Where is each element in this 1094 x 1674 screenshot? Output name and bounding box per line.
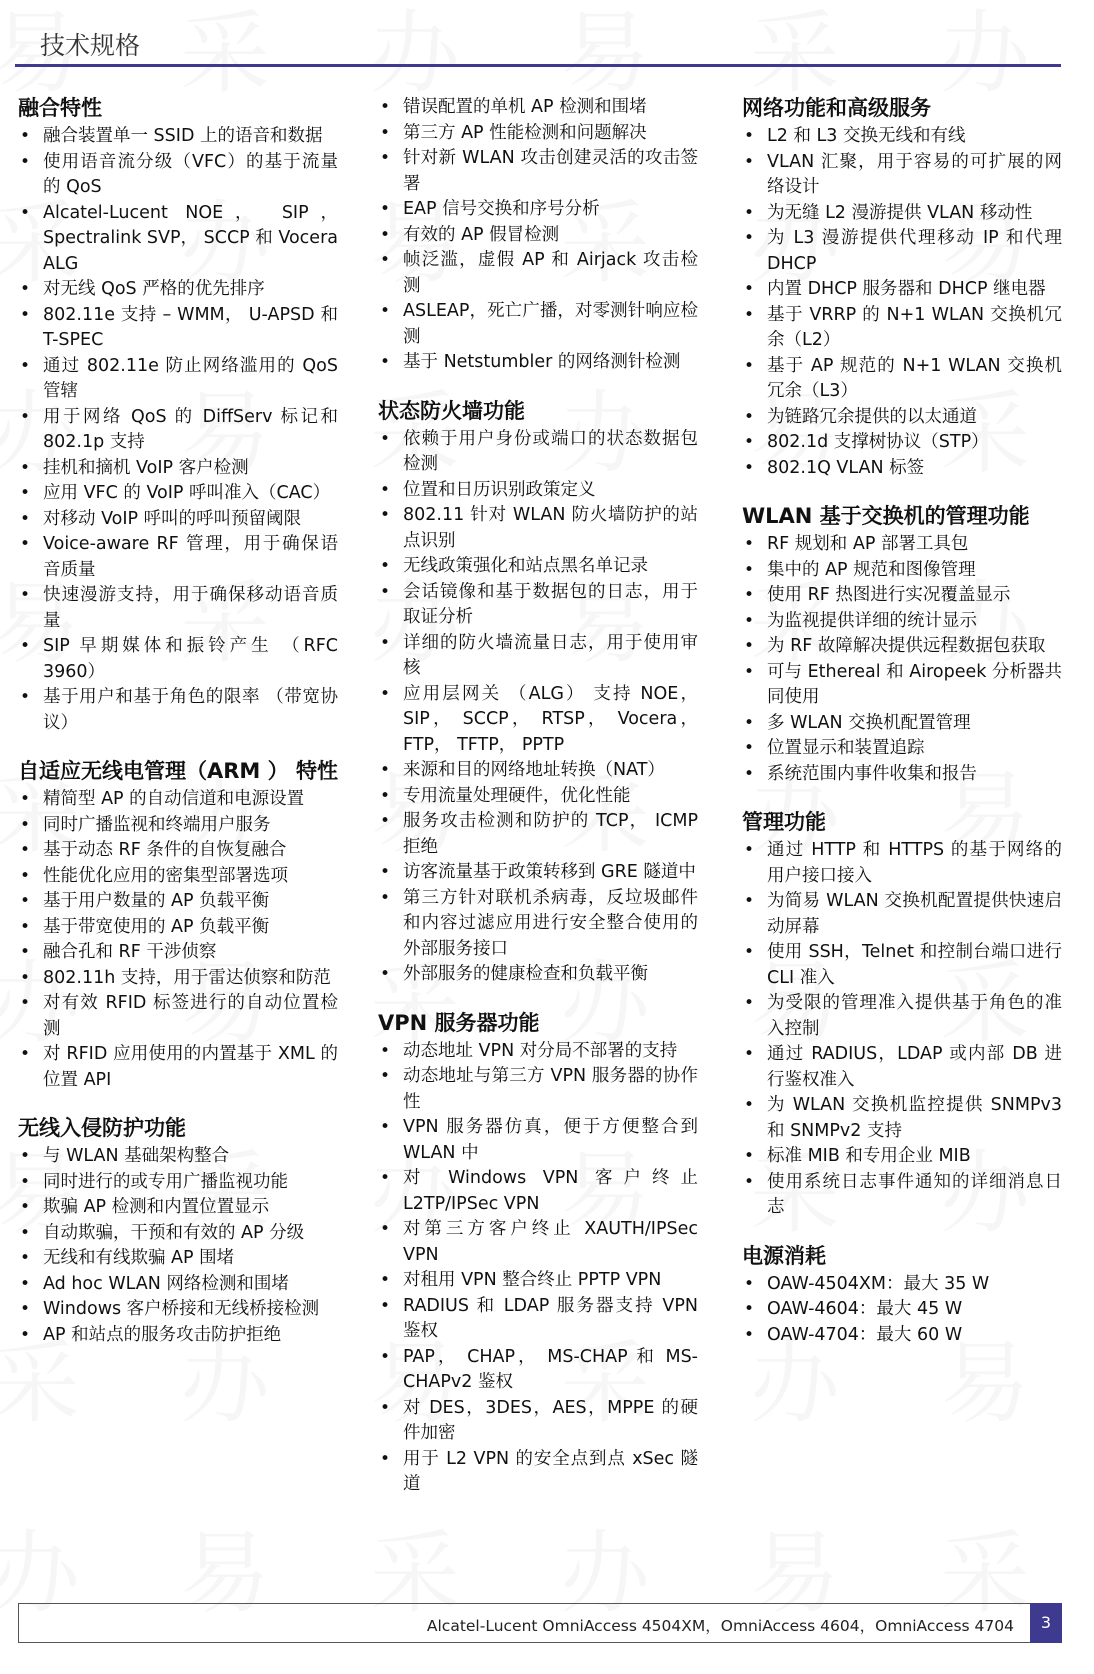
bullet-item: • 无线政策强化和站点黑名单记录	[378, 554, 698, 580]
bullet-list	[742, 532, 1062, 787]
bullet-item: • 基于 AP 规范的 N+1 WLAN 交换机冗余（L3）	[742, 354, 1062, 405]
bullet-item: • OAW-4504XM：最大 35 W	[742, 1272, 1062, 1298]
bullet-item: • 专用流量处理硬件，优化性能	[378, 784, 698, 810]
bullet-item: • 通过 802.11e 防止网络滥用的 QoS 管辖	[18, 354, 338, 405]
section-title: 状态防火墙功能	[378, 398, 525, 423]
bullet-item: • L2 和 L3 交换无线和有线	[742, 124, 1062, 150]
section-title: 网络功能和高级服务	[742, 96, 931, 120]
bullet-item: • 基于 Netstumbler 的网络测针检测	[378, 350, 698, 376]
watermark-glyph	[370, 0, 460, 110]
spec-section	[18, 95, 338, 736]
bullet-list	[18, 1144, 338, 1348]
bullet-item: • 为链路冗余提供的以太通道	[742, 405, 1062, 431]
bullet-item: • 内置 DHCP 服务器和 DHCP 继电器	[742, 277, 1062, 303]
bullet-list	[378, 427, 698, 988]
bullet-item: • 系统范围内事件收集和报告	[742, 762, 1062, 788]
spec-section	[742, 503, 1062, 787]
bullet-list	[742, 1272, 1062, 1349]
bullet-item: • 依赖于用户身份或端口的状态数据包检测	[378, 427, 698, 478]
bullet-item: • 会话镜像和基于数据包的日志，用于取证分析	[378, 580, 698, 631]
bullet-item: • 对无线 QoS 严格的优先排序	[18, 277, 338, 303]
bullet-item: • 动态地址 VPN 对分局不部署的支持	[378, 1039, 698, 1065]
bullet-item: • 802.11 针对 WLAN 防火墙防护的站点识别	[378, 503, 698, 554]
bullet-item: • 基于 VRRP 的 N+1 WLAN 交换机冗余（L2）	[742, 303, 1062, 354]
bullet-item: • 为 RF 故障解决提供远程数据包获取	[742, 634, 1062, 660]
bullet-item: • 可与 Ethereal 和 Airopeek 分析器共同使用	[742, 660, 1062, 711]
bullet-item: • 同时进行的或专用广播监视功能	[18, 1170, 338, 1196]
bullet-item: • SIP 早期媒体和振铃产生 （RFC 3960）	[18, 634, 338, 685]
footer-bar	[18, 1603, 1030, 1643]
bullet-item: • 帧泛滥，虚假 AP 和 Airjack 攻击检测	[378, 248, 698, 299]
bullet-list	[742, 838, 1062, 1221]
watermark-glyph	[560, 0, 650, 110]
section-title: 自适应无线电管理（ARM ） 特性	[18, 759, 338, 783]
bullet-item: • 基于用户和基于角色的限率 （带宽协议）	[18, 685, 338, 736]
footer-product-text: Alcatel-Lucent OmniAccess 4504XM，OmniAccess 4604，OmniAccess 4704	[426, 1617, 1014, 1635]
bullet-item: • 融合装置单一 SSID 上的语音和数据	[18, 124, 338, 150]
bullet-item: • EAP 信号交换和序号分析	[378, 197, 698, 223]
bullet-item: • 第三方 AP 性能检测和问题解决	[378, 121, 698, 147]
spec-section	[378, 398, 698, 988]
bullet-item: • 位置显示和装置追踪	[742, 736, 1062, 762]
bullet-item: • AP 和站点的服务攻击防护拒绝	[18, 1323, 338, 1349]
bullet-item: • 为无缝 L2 漫游提供 VLAN 移动性	[742, 201, 1062, 227]
bullet-item: • 标准 MIB 和专用企业 MIB	[742, 1144, 1062, 1170]
bullet-item: • 精简型 AP 的自动信道和电源设置	[18, 787, 338, 813]
bullet-item: • VPN 服务器仿真，便于方便整合到 WLAN 中	[378, 1115, 698, 1166]
bullet-item: • 基于带宽使用的 AP 负载平衡	[18, 915, 338, 941]
bullet-item: • PAP， CHAP， MS-CHAP 和 MS-CHAPv2 鉴权	[378, 1345, 698, 1396]
section-title: 无线入侵防护功能	[18, 1116, 186, 1140]
bullet-item: • 使用 RF 热图进行实况覆盖显示	[742, 583, 1062, 609]
page-number: 3	[1030, 1603, 1062, 1643]
bullet-item: • 为受限的管理准入提供基于角色的准入控制	[742, 991, 1062, 1042]
bullet-item: • 同时广播监视和终端用户服务	[18, 813, 338, 839]
bullet-list	[18, 124, 338, 736]
spec-section	[742, 809, 1062, 1221]
bullet-item: • 使用语音流分级（VFC）的基于流量的 QoS	[18, 150, 338, 201]
watermark-glyph	[940, 0, 1030, 110]
bullet-item: • 应用层网关 （ALG） 支持 NOE， SIP， SCCP， RTSP， Vocera， FTP， TFTP， PPTP	[378, 682, 698, 759]
bullet-item: • RADIUS 和 LDAP 服务器支持 VPN 鉴权	[378, 1294, 698, 1345]
bullet-item: • 802.11h 支持，用于雷达侦察和防范	[18, 966, 338, 992]
bullet-item: • 为简易 WLAN 交换机配置提供快速启动屏幕	[742, 889, 1062, 940]
bullet-item: • Ad hoc WLAN 网络检测和围堵	[18, 1272, 338, 1298]
bullet-item: • 使用系统日志事件通知的详细消息日志	[742, 1170, 1062, 1221]
column-3	[742, 95, 1062, 1370]
bullet-item: • RF 规划和 AP 部署工具包	[742, 532, 1062, 558]
bullet-item: • 对 Windows VPN 客户终止 L2TP/IPSec VPN	[378, 1166, 698, 1217]
bullet-item: • 用于网络 QoS 的 DiffServ 标记和 802.1p 支持	[18, 405, 338, 456]
bullet-item: • 多 WLAN 交换机配置管理	[742, 711, 1062, 737]
bullet-item: • 详细的防火墙流量日志，用于使用审核	[378, 631, 698, 682]
bullet-item: • 外部服务的健康检查和负载平衡	[378, 962, 698, 988]
bullet-item: • 基于动态 RF 条件的自恢复融合	[18, 838, 338, 864]
spec-section	[18, 1115, 338, 1348]
watermark-glyph	[750, 0, 840, 110]
bullet-list	[378, 95, 698, 376]
bullet-item: • 针对新 WLAN 攻击创建灵活的攻击签署	[378, 146, 698, 197]
bullet-item: • 应用 VFC 的 VoIP 呼叫准入（CAC）	[18, 481, 338, 507]
bullet-item: • 基于用户数量的 AP 负载平衡	[18, 889, 338, 915]
bullet-item: • 动态地址与第三方 VPN 服务器的协作性	[378, 1064, 698, 1115]
bullet-item: • ASLEAP，死亡广播，对零测针响应检测	[378, 299, 698, 350]
bullet-item: • OAW-4604：最大 45 W	[742, 1297, 1062, 1323]
bullet-item: • 欺骗 AP 检测和内置位置显示	[18, 1195, 338, 1221]
bullet-item: • 用于 L2 VPN 的安全点到点 xSec 隧道	[378, 1447, 698, 1498]
section-title: 融合特性	[18, 96, 102, 120]
column-1	[18, 95, 338, 1370]
bullet-item: • 集中的 AP 规范和图像管理	[742, 558, 1062, 584]
bullet-item: • 位置和日历识别政策定义	[378, 478, 698, 504]
bullet-item: • Voice-aware RF 管理，用于确保语音质量	[18, 532, 338, 583]
page-header-title: 技术规格	[40, 31, 141, 60]
section-title: VPN 服务器功能	[378, 1010, 540, 1035]
bullet-item: • 来源和目的网络地址转换（NAT）	[378, 758, 698, 784]
bullet-item: • 通过 HTTP 和 HTTPS 的基于网络的用户接口接入	[742, 838, 1062, 889]
bullet-item: • 对 DES，3DES，AES，MPPE 的硬件加密	[378, 1396, 698, 1447]
bullet-item: • 通过 RADIUS，LDAP 或内部 DB 进行鉴权准入	[742, 1042, 1062, 1093]
section-title: WLAN 基于交换机的管理功能	[742, 504, 1030, 528]
bullet-item: • 第三方针对联机杀病毒，反垃圾邮件和内容过滤应用进行安全整合使用的外部服务接口	[378, 886, 698, 963]
section-title: 管理功能	[742, 810, 826, 834]
spec-section	[742, 1243, 1062, 1349]
bullet-item: • 对有效 RFID 标签进行的自动位置检测	[18, 991, 338, 1042]
bullet-item: • 为监视提供详细的统计显示	[742, 609, 1062, 635]
bullet-item: • VLAN 汇聚，用于容易的可扩展的网络设计	[742, 150, 1062, 201]
bullet-item: • 访客流量基于政策转移到 GRE 隧道中	[378, 860, 698, 886]
bullet-list	[378, 1039, 698, 1498]
bullet-item: • 对租用 VPN 整合终止 PPTP VPN	[378, 1268, 698, 1294]
bullet-list	[18, 787, 338, 1093]
column-2	[378, 95, 698, 1520]
spec-section	[742, 95, 1062, 481]
bullet-item: • 对第三方客户终止 XAUTH/IPSec VPN	[378, 1217, 698, 1268]
bullet-item: • 快速漫游支持，用于确保移动语音质量	[18, 583, 338, 634]
bullet-item: • 挂机和摘机 VoIP 客户检测	[18, 456, 338, 482]
bullet-item: • 为 L3 漫游提供代理移动 IP 和代理 DHCP	[742, 226, 1062, 277]
bullet-item: • 自动欺骗，干预和有效的 AP 分级	[18, 1221, 338, 1247]
header-rule	[15, 64, 1061, 67]
bullet-item: • 使用 SSH，Telnet 和控制台端口进行 CLI 准入	[742, 940, 1062, 991]
bullet-item: • 融合孔和 RF 干涉侦察	[18, 940, 338, 966]
bullet-item: • 对 RFID 应用使用的内置基于 XML 的位置 API	[18, 1042, 338, 1093]
bullet-item: • 与 WLAN 基础架构整合	[18, 1144, 338, 1170]
bullet-item: • OAW-4704：最大 60 W	[742, 1323, 1062, 1349]
bullet-item: • 服务攻击检测和防护的 TCP， ICMP 拒绝	[378, 809, 698, 860]
bullet-list	[742, 124, 1062, 481]
section-title: 电源消耗	[742, 1243, 826, 1268]
bullet-item: • 802.1d 支撑树协议（STP）	[742, 430, 1062, 456]
bullet-item: • 性能优化应用的密集型部署选项	[18, 864, 338, 890]
bullet-item: • 有效的 AP 假冒检测	[378, 223, 698, 249]
bullet-item: • 错误配置的单机 AP 检测和围堵	[378, 95, 698, 121]
bullet-item: • Alcatel-Lucent NOE， SIP， Spectralink SVP， SCCP 和 Vocera ALG	[18, 201, 338, 278]
bullet-item: • Windows 客户桥接和无线桥接检测	[18, 1297, 338, 1323]
bullet-item: • 对移动 VoIP 呼叫的呼叫预留阈限	[18, 507, 338, 533]
spec-section	[378, 1010, 698, 1498]
bullet-item: • 为 WLAN 交换机监控提供 SNMPv3 和 SNMPv2 支持	[742, 1093, 1062, 1144]
bullet-item: • 802.11e 支持 – WMM， U-APSD 和 T-SPEC	[18, 303, 338, 354]
bullet-item: • 无线和有线欺骗 AP 围堵	[18, 1246, 338, 1272]
bullet-item: • 802.1Q VLAN 标签	[742, 456, 1062, 482]
spec-section	[378, 95, 698, 376]
spec-section	[18, 758, 338, 1093]
watermark-glyph	[180, 0, 270, 110]
